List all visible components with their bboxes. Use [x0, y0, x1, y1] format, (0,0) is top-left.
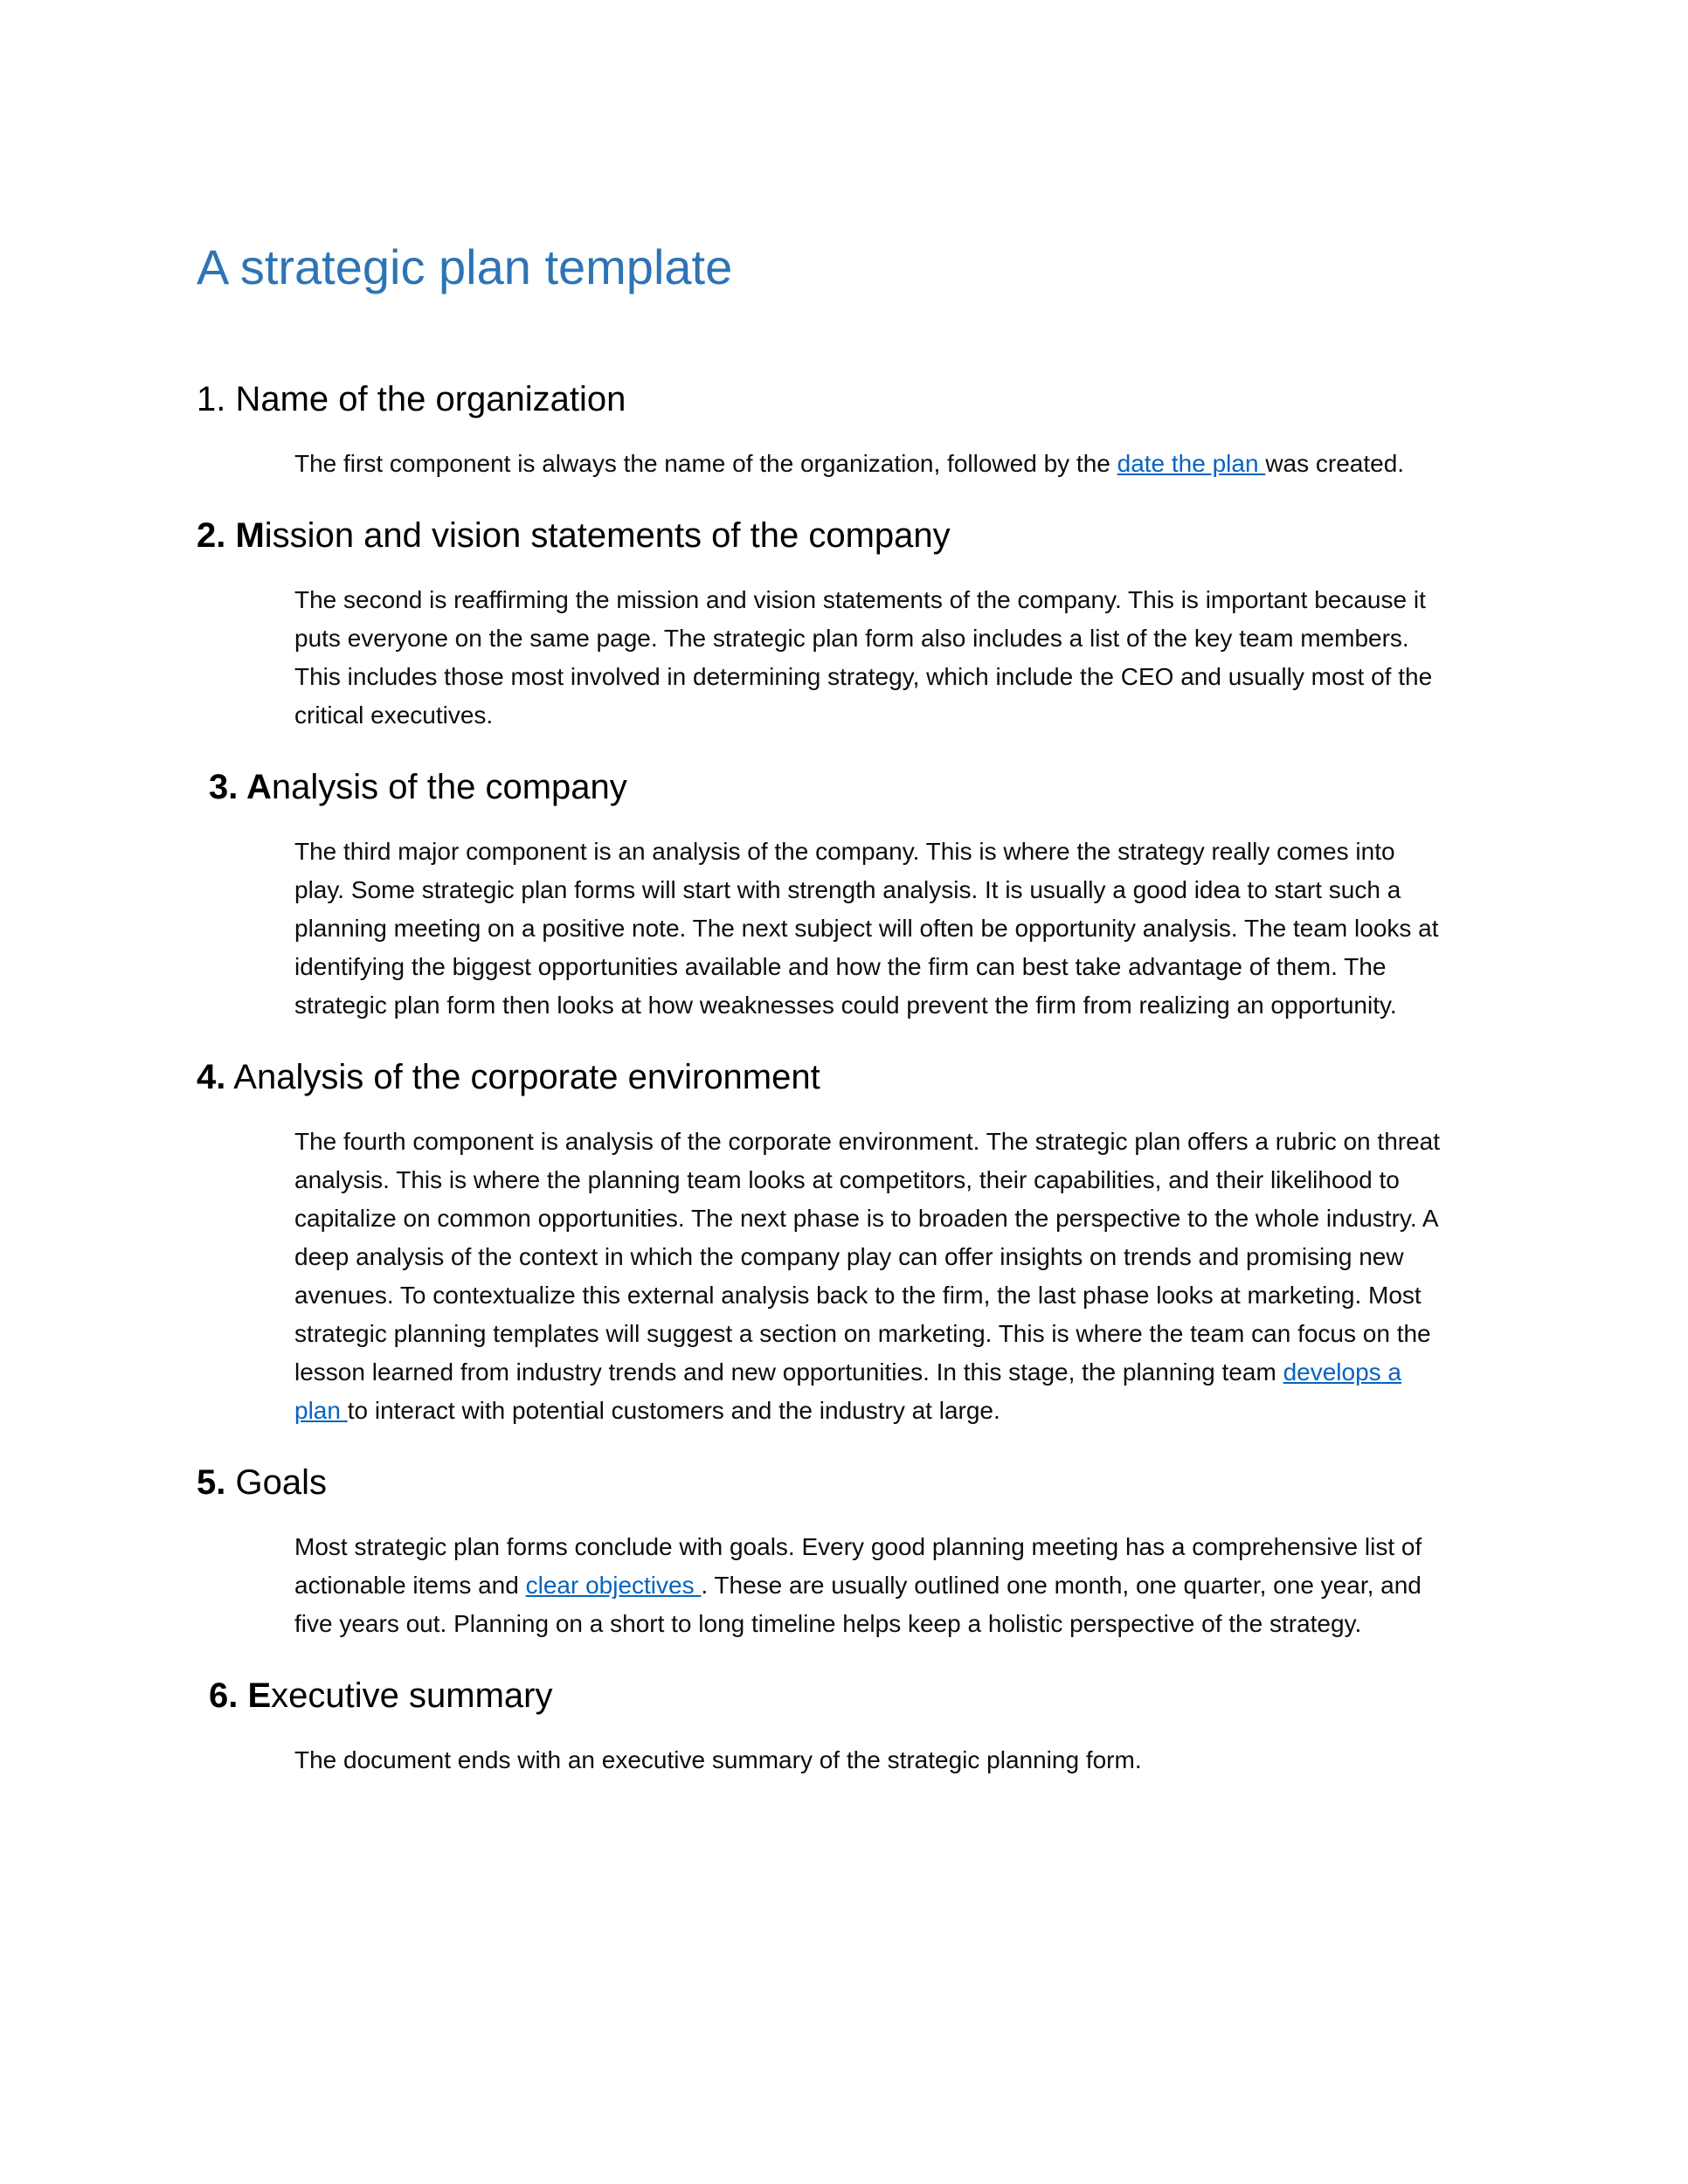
section-4-heading: [197, 1054, 1688, 1100]
paragraph-text: The third major component is an analysis of the company. This is where the strategy really comes into play. Some strategic plan forms will start with strength analysis. It is usually a good idea to start such a planning meeting on a positive note. The next subject will often be opportunity analysis. The team looks at identifying the biggest opportunities available and how the firm can best take advantage of them. The strategic plan form then looks at how weaknesses could prevent the firm from realizing an opportunity.: [294, 837, 1439, 1019]
heading-number-bold: 3. A: [209, 767, 272, 806]
paragraph-text: The document ends with an executive summary of the strategic planning form.: [294, 1745, 1142, 1773]
paragraph-text: The second is reaffirming the mission and vision statements of the company. This is important because it puts everyone on the same page. The strategic plan form also includes a list of the key team members. This includes those most involved in determining strategy, which include the CEO and usually most of the critical executives.: [294, 585, 1433, 729]
section-1-heading: [197, 377, 1688, 422]
clear-objectives-link[interactable]: clear objectives: [525, 1571, 702, 1599]
section-3-paragraph: [294, 833, 1448, 1025]
heading-text: xecutive summary: [271, 1676, 553, 1715]
document-title: A strategic plan template: [197, 239, 733, 294]
section-5: [197, 1460, 1688, 1643]
heading-number-bold: 2. M: [197, 515, 265, 555]
heading-text: nalysis of the company: [271, 767, 627, 806]
heading-text: 1. Name of the organization: [197, 379, 626, 418]
sections: [197, 377, 1688, 1780]
section-2-paragraph: [294, 581, 1448, 735]
section-2: [197, 513, 1688, 735]
section-6-heading: [209, 1673, 1688, 1718]
paragraph-text: was created.: [1265, 449, 1405, 477]
section-4: [197, 1054, 1688, 1430]
heading-text: ission and vision statements of the company: [264, 515, 951, 555]
heading-number-bold: 6. E: [209, 1676, 272, 1715]
heading-number-bold: 5.: [197, 1462, 226, 1502]
section-1-paragraph: [294, 445, 1448, 483]
paragraph-text: to interact with potential customers and the industry at large.: [347, 1396, 1000, 1424]
section-3: [197, 764, 1688, 1025]
section-5-paragraph: [294, 1528, 1448, 1643]
heading-number-bold: 4.: [197, 1057, 226, 1096]
section-1: [197, 377, 1688, 483]
section-2-heading: [197, 513, 1688, 558]
paragraph-text: The first component is always the name of the organization, followed by the: [294, 449, 1117, 477]
paragraph-text: Most strategic plan forms conclude with goals. Every good planning meeting has a comprehensive list of actionable items and: [294, 1532, 1422, 1599]
section-4-paragraph: [294, 1123, 1448, 1430]
section-6-paragraph: [294, 1741, 1448, 1780]
paragraph-text: The fourth component is analysis of the corporate environment. The strategic plan offers a rubric on threat analysis. This is where the planning team looks at competitors, their capabilities, and their likelihood to capitalize on common opportunities. The next phase is to broaden the perspective to the whole industry. A deep analysis of the context in which the company play can offer insights on trends and promising new avenues. To contextualize this external analysis back to the firm, the last phase looks at marketing. Most strategic planning templates will suggest a section on marketing. This is where the team can focus on the lesson learned from industry trends and new opportunities. In this stage, the planning team: [294, 1127, 1441, 1386]
section-3-heading: [209, 764, 1688, 810]
section-5-heading: [197, 1460, 1688, 1505]
section-6: [197, 1673, 1688, 1780]
heading-text: Analysis of the corporate environment: [225, 1057, 820, 1096]
date-the-plan-link[interactable]: date the plan: [1117, 449, 1266, 477]
paragraph-text: . These are usually outlined one month, one quarter, one year, and five years out. Planning on a short to long timeline helps keep a holistic perspective of the strategy.: [294, 1571, 1422, 1637]
heading-text: Goals: [225, 1462, 327, 1502]
develops-a-plan-link[interactable]: develops a plan: [294, 1358, 1401, 1424]
